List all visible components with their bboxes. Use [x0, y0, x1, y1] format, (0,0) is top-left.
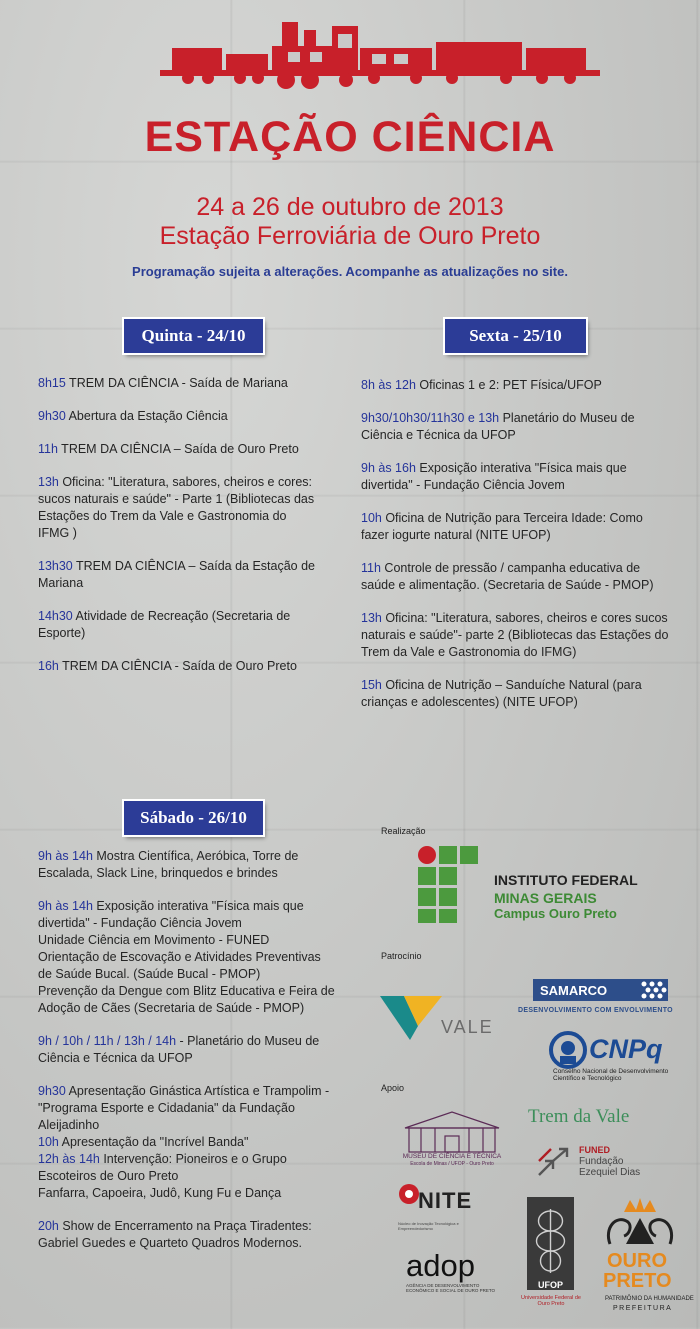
schedule-time: 9h às 14h [38, 899, 93, 913]
schedule-item [38, 898, 338, 932]
day-header-thursday: Quinta - 24/10 [124, 319, 263, 353]
schedule-time: 13h [38, 475, 59, 489]
schedule-time: 9h às 16h [361, 461, 416, 475]
event-title: ESTAÇÃO CIÊNCIA [144, 113, 556, 161]
event-venue: Estação Ferroviária de Ouro Preto [159, 222, 541, 250]
schedule-text: Mostra Científica, Aeróbica, Torre de Escalada, Slack Line, brinquedos e brindes [38, 849, 299, 880]
schedule-item [38, 1033, 338, 1067]
ufop-name: UFOP [537, 1280, 563, 1290]
thursday-schedule [38, 375, 320, 691]
schedule-time: 12h às 14h [38, 1152, 100, 1166]
schedule-text: Fanfarra, Capoeira, Judô, Kung Fu e Dança [38, 1186, 282, 1200]
schedule-text: Oficina: "Literatura, sabores, cheiros e cores sucos naturais e saúde"- parte 2 (Bibliotecas das Estações do Trem da Vale e Gastronomia do IFMG) [361, 611, 669, 659]
schedule-text: Oficina de Nutrição para Terceira Idade: Como fazer iogurte natural (NITE UFOP) [361, 511, 643, 542]
saturday-schedule [38, 848, 338, 1268]
if-logo-icon [417, 845, 479, 923]
schedule-time: 9h30/10h30/11h30 e 13h [361, 411, 500, 425]
schedule-item [38, 608, 320, 642]
schedule-text: TREM DA CIÊNCIA - Saída de Mariana [65, 376, 288, 390]
adop-subtitle: AGÊNCIA DE DESENVOLVIMENTO ECONÔMICO E SOCIAL DE OURO PRETO [406, 1283, 496, 1293]
schedule-time: 9h30 [38, 1084, 66, 1098]
day-header-saturday: Sábado - 26/10 [124, 801, 263, 835]
schedule-time: 13h30 [38, 559, 73, 573]
schedule-time: 9h às 14h [38, 849, 93, 863]
schedule-text: Prevenção da Dengue com Blitz Educativa e Feira de Adoção de Cães (Secretaria de Saúde - PMOP) [38, 984, 335, 1015]
friday-schedule [361, 377, 671, 727]
schedule-time: 11h [361, 561, 381, 575]
schedule-item [38, 1134, 338, 1151]
schedule-text: Intervenção: Pioneiros e o Grupo Escoteiros de Ouro Preto [38, 1152, 287, 1183]
museu-name: MUSEU DE CIÊNCIA E TÉCNICA [402, 1153, 502, 1160]
schedule-text: Planetário do Museu de Ciência e Técnica da UFOP [361, 411, 635, 442]
museu-building-icon [401, 1108, 503, 1154]
nite-name: NITE [418, 1188, 473, 1213]
schedule-time: 11h [38, 442, 58, 456]
ufop-subtitle: Universidade Federal de Ouro Preto [521, 1295, 581, 1307]
schedule-item [361, 460, 671, 494]
vale-logo-icon [380, 996, 442, 1040]
if-state: MINAS GERAIS [494, 890, 597, 906]
day-header-friday: Sexta - 25/10 [445, 319, 586, 353]
schedule-text: Oficina de Nutrição – Sanduíche Natural (para crianças e adolescentes) (NITE UFOP) [361, 678, 642, 709]
funed-line-2: Fundação [579, 1156, 624, 1167]
ouro-preto-line-2: PRETO [603, 1270, 672, 1292]
adop-name: adop [406, 1248, 475, 1283]
schedule-text: Orientação de Escovação e Atividades Preventivas de Saúde Bucal. (Saúde Bucal - PMOP) [38, 950, 321, 981]
schedule-item [38, 932, 338, 949]
funed-line-3: Ezequiel Dias [579, 1167, 641, 1178]
schedule-item [38, 1083, 338, 1134]
train-logo [160, 18, 600, 123]
apoio-label: Apoio [381, 1083, 405, 1093]
schedule-item [38, 1185, 338, 1202]
schedule-text: - Planetário do Museu de Ciência e Técnica da UFOP [38, 1034, 320, 1065]
schedule-item [361, 677, 671, 711]
cnpq-name: CNPq [589, 1034, 663, 1064]
ufop-emblem-icon [533, 1207, 568, 1275]
schedule-time: 8h às 12h [361, 378, 416, 392]
schedule-item [361, 510, 671, 544]
schedule-text: Controle de pressão / campanha educativa de saúde e alimentação. (Secretaria de Saúde - PMOP) [361, 561, 654, 592]
schedule-item [38, 474, 320, 542]
schedule-time: 20h [38, 1219, 59, 1233]
schedule-text: TREM DA CIÊNCIA - Saída de Ouro Preto [58, 659, 297, 673]
samarco-dots-icon [640, 980, 668, 1000]
schedule-text: Apresentação Ginástica Artística e Trampolim - "Programa Esporte e Cidadania" da Fundação Aleijadinho [38, 1084, 330, 1132]
cnpq-logo-icon [548, 1030, 588, 1070]
schedule-time: 8h15 [38, 376, 66, 390]
funed-arrows-icon [537, 1147, 569, 1177]
schedule-text: Exposição interativa "Física mais que divertida" - Fundação Ciência Jovem [38, 899, 304, 930]
schedule-item [38, 983, 338, 1017]
schedule-time: 10h [361, 511, 382, 525]
samarco-name: SAMARCO [540, 983, 608, 998]
schedule-time: 9h30 [38, 409, 66, 423]
schedule-item [38, 1151, 338, 1185]
schedule-time: 10h [38, 1135, 59, 1149]
schedule-text: Apresentação da "Incrível Banda" [58, 1135, 249, 1149]
schedule-time: 9h / 10h / 11h / 13h / 14h [38, 1034, 177, 1048]
museu-subtitle: Escola de Minas / UFOP - Ouro Preto [410, 1161, 494, 1167]
nite-logo-icon [398, 1183, 420, 1205]
ouro-preto-crown-icon [602, 1198, 678, 1246]
schedule-text: Oficinas 1 e 2: PET Física/UFOP [415, 378, 602, 392]
ouro-preto-line-1: OURO [607, 1250, 667, 1272]
schedule-item [38, 441, 320, 458]
patrocinio-label: Patrocínio [381, 951, 422, 961]
schedule-text: Exposição interativa "Física mais que divertida" - Fundação Ciência Jovem [361, 461, 627, 492]
schedule-item [38, 848, 338, 882]
event-dates: 24 a 26 de outubro de 2013 [196, 193, 504, 221]
if-campus: Campus Ouro Preto [494, 906, 617, 921]
ouro-preto-tagline: PATRIMÔNIO DA HUMANIDADE [605, 1296, 694, 1302]
realizacao-label: Realização [381, 826, 426, 836]
schedule-notice: Programação sujeita a alterações. Acompanhe as atualizações no site. [132, 264, 568, 279]
schedule-item [361, 560, 671, 594]
schedule-text: Oficina: "Literatura, sabores, cheiros e cores: sucos naturais e saúde" - Parte 1 (Bibliotecas das Estações do Trem da Vale e Gastronomia do IFMG ) [38, 475, 315, 540]
schedule-time: 16h [38, 659, 59, 673]
samarco-tagline: DESENVOLVIMENTO COM ENVOLVIMENTO [518, 1007, 673, 1014]
schedule-item [38, 1218, 338, 1252]
schedule-item [38, 558, 320, 592]
schedule-item [38, 375, 320, 392]
prefeitura-label: PREFEITURA [613, 1305, 673, 1312]
schedule-text: Show de Encerramento na Praça Tiradentes: Gabriel Guedes e Quarteto Quadros Modernos. [38, 1219, 312, 1250]
vale-name: VALE [441, 1017, 494, 1037]
schedule-item [38, 658, 320, 675]
schedule-text: TREM DA CIÊNCIA – Saída da Estação de Mariana [38, 559, 316, 590]
schedule-text: Unidade Ciência em Movimento - FUNED [38, 933, 270, 947]
schedule-text: Abertura da Estação Ciência [65, 409, 228, 423]
schedule-time: 13h [361, 611, 382, 625]
schedule-item [361, 410, 671, 444]
schedule-time: 15h [361, 678, 382, 692]
schedule-item [38, 408, 320, 425]
funed-name: FUNED [579, 1145, 610, 1155]
schedule-item [38, 949, 338, 983]
nite-subtitle: Núcleo de Inovação Tecnológica e Empreendedorismo [398, 1221, 459, 1231]
schedule-item [361, 377, 671, 394]
cnpq-subtitle: Conselho Nacional de Desenvolvimento Científico e Tecnológico [553, 1068, 669, 1082]
schedule-text: Atividade de Recreação (Secretaria de Esporte) [38, 609, 291, 640]
schedule-text: TREM DA CIÊNCIA – Saída de Ouro Preto [57, 442, 299, 456]
if-name: INSTITUTO FEDERAL [494, 872, 638, 888]
trem-da-vale-name: Trem da Vale [528, 1106, 630, 1127]
schedule-item [361, 610, 671, 661]
schedule-time: 14h30 [38, 609, 73, 623]
